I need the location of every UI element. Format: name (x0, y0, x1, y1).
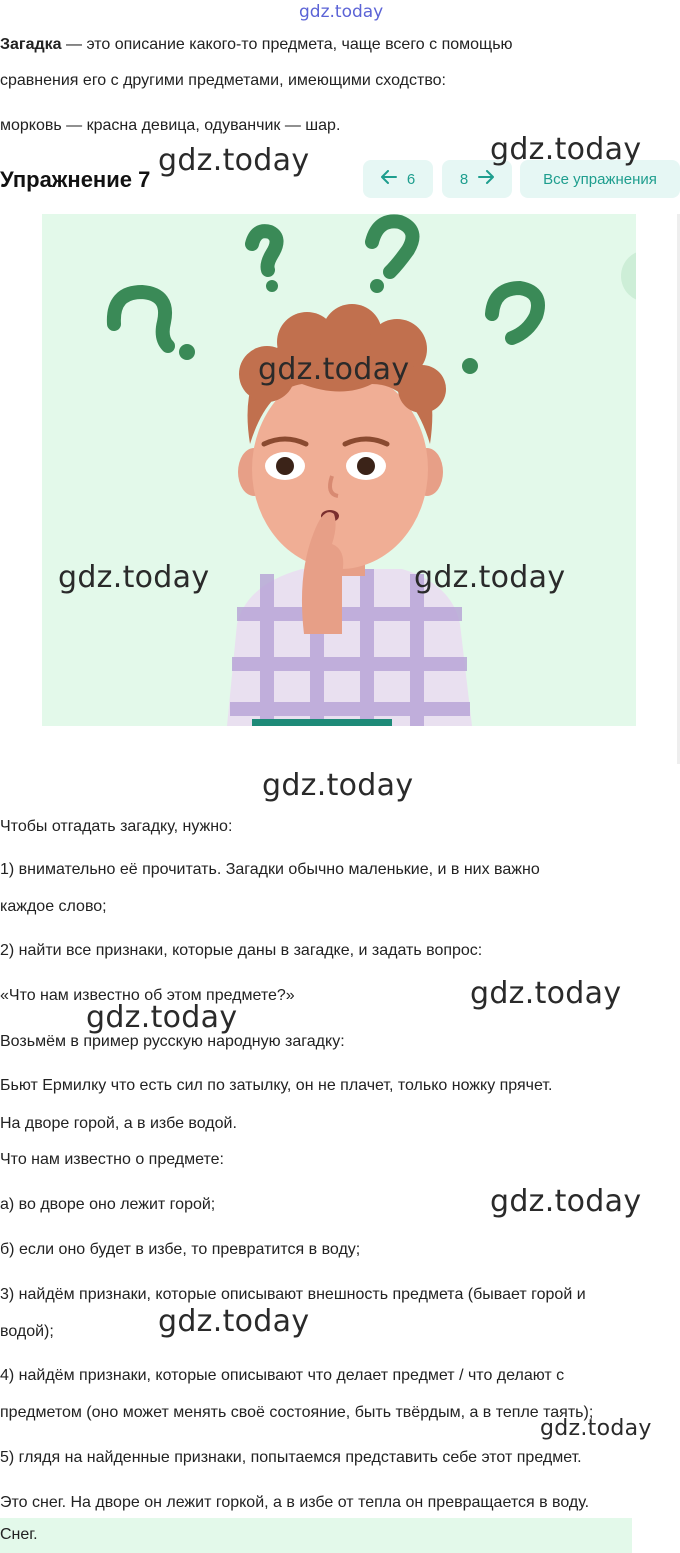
answer-block (0, 1518, 632, 1553)
watermark: gdz.today (414, 560, 566, 595)
watermark: gdz.today (86, 1000, 238, 1035)
watermark: gdz.today (158, 1304, 310, 1339)
body-line: предметом (оно может менять своё состояние, быть твёрдым, а в тепле таять); (0, 1404, 594, 1421)
body-line: 4) найдём признаки, которые описывают что делает предмет / что делают с (0, 1367, 565, 1384)
intro-term: Загадка (0, 36, 62, 53)
body-line: б) если оно будет в избе, то превратится в воду; (0, 1241, 361, 1258)
body-line: 5) глядя на найденные признаки, попытаемся представить себе этот предмет. (0, 1449, 582, 1466)
watermark: gdz.today (470, 976, 622, 1011)
arrow-right-icon (478, 170, 494, 188)
answer-text: Снег. (0, 1526, 38, 1543)
body-line: «Что нам известно об этом предмете?» (0, 987, 295, 1004)
watermark: gdz.today (490, 132, 642, 167)
page-title: Упражнение 7 (0, 167, 151, 192)
intro-line-1 (0, 35, 513, 55)
body-line: Бьют Ермилку что есть сил по затылку, он не плачет, только ножку прячет. (0, 1077, 553, 1094)
watermark: gdz.today (58, 560, 210, 595)
body-line: Возьмём в пример русскую народную загадку: (0, 1033, 345, 1050)
watermark: gdz.today (490, 1184, 642, 1219)
body-line: каждое слово; (0, 898, 107, 915)
body-line: водой); (0, 1323, 54, 1340)
prev-exercise-label: 6 (406, 170, 416, 188)
intro-line-3: морковь — красна девица, одуванчик — шар. (0, 117, 341, 134)
arrow-left-icon (381, 170, 397, 188)
intro-line-2: сравнения его с другими предметами, имеющими сходство: (0, 72, 446, 89)
body-line: 2) найти все признаки, которые даны в загадке, и задать вопрос: (0, 942, 483, 959)
watermark: gdz.today (540, 1416, 652, 1441)
body-line: 3) найдём признаки, которые описывают внешность предмета (бывает горой и (0, 1286, 586, 1303)
body-line: Чтобы отгадать загадку, нужно: (0, 818, 233, 835)
watermark: gdz.today (158, 143, 310, 178)
body-line: На дворе горой, а в избе водой. (0, 1115, 237, 1132)
next-exercise-label: 8 (459, 170, 469, 188)
all-exercises-button[interactable]: Все упражнения (520, 160, 680, 198)
body-line: Это снег. На дворе он лежит горкой, а в избе от тепла он превращается в воду. (0, 1494, 590, 1511)
body-line: Что нам известно о предмете: (0, 1151, 224, 1168)
watermark: gdz.today (262, 768, 414, 803)
prev-exercise-button[interactable] (363, 160, 433, 198)
body-line: 1) внимательно её прочитать. Загадки обычно маленькие, и в них важно (0, 861, 540, 878)
intro-definition: — это описание какого-то предмета, чаще всего с помощью (61, 36, 513, 53)
illustration-thinking-boy (42, 214, 636, 726)
body-line: а) во дворе оно лежит горой; (0, 1196, 216, 1213)
watermark-top: gdz.today (299, 2, 384, 22)
watermark: gdz.today (258, 352, 410, 387)
